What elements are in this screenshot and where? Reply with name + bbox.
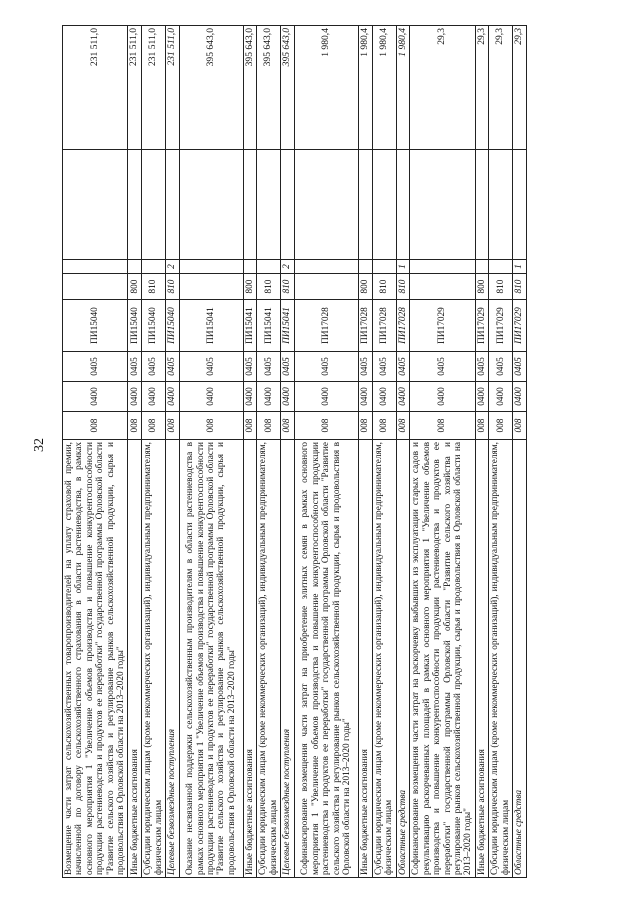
row-empty-cell — [295, 150, 359, 260]
row-expense-type-code — [63, 274, 128, 300]
row-target-code: ПИ17029 — [410, 300, 475, 352]
row-empty-cell — [475, 150, 489, 260]
row-subsection-code: 0405 — [489, 352, 513, 382]
row-empty-cell — [359, 150, 373, 260]
row-grbs-code: 008 — [142, 412, 166, 440]
row-grbs-code: 008 — [359, 412, 373, 440]
row-description: Оказание несвязанной поддержки сельскохозяйственным производителям в области растениеводства в рамках основного мероприятия 1 "Увеличение объемов производства и повышение конкурентоспособности продукции растениеводства и продуктов ее переработки" государственной программы Орловской области "Развитие сельского хозяйства и регулирование рынков сельскохозяйственной продукции, сырья и продовольствия в Орловской области на 2013–2020 годы" — [179, 440, 243, 878]
row-grbs-code: 008 — [281, 412, 295, 440]
row-grbs-code: 008 — [128, 412, 142, 440]
row-description: Иные бюджетные ассигнования — [475, 440, 489, 878]
row-amount: 231 511,0 — [165, 26, 179, 150]
row-grbs-code: 008 — [372, 412, 396, 440]
row-description: Субсидии юридическим лицам (кроме некоммерческих организаций), индивидуальным предпринимателям, физическим лицам — [257, 440, 281, 878]
row-target-code: ПИ17028 — [359, 300, 373, 352]
row-grbs-code: 008 — [257, 412, 281, 440]
row-amount: 1 980,4 — [295, 26, 359, 150]
row-amount: 29,3 — [489, 26, 513, 150]
row-amount: 395 643,0 — [179, 26, 243, 150]
row-empty-cell — [396, 150, 410, 260]
row-amount: 29,3 — [513, 26, 527, 150]
row-empty-cell — [142, 150, 166, 260]
row-empty-cell — [489, 150, 513, 260]
table-row — [475, 26, 489, 878]
table-row — [142, 26, 166, 878]
row-amount: 231 511,0 — [128, 26, 142, 150]
row-source-flag — [128, 260, 142, 274]
row-empty-cell — [281, 150, 295, 260]
row-amount: 231 511,0 — [142, 26, 166, 150]
row-section-code: 0400 — [489, 382, 513, 412]
row-target-code: ПИ15041 — [243, 300, 257, 352]
row-section-code: 0400 — [410, 382, 475, 412]
row-subsection-code: 0405 — [128, 352, 142, 382]
row-target-code: ПИ15041 — [179, 300, 243, 352]
table-row — [281, 26, 295, 878]
row-source-flag — [359, 260, 373, 274]
row-source-flag: 1 — [513, 260, 527, 274]
row-expense-type-code: 810 — [165, 274, 179, 300]
row-empty-cell — [128, 150, 142, 260]
row-description: Целевые безвозмездные поступления — [165, 440, 179, 878]
row-subsection-code: 0405 — [257, 352, 281, 382]
budget-table — [62, 25, 527, 878]
row-section-code: 0400 — [243, 382, 257, 412]
row-expense-type-code — [410, 274, 475, 300]
row-expense-type-code: 800 — [475, 274, 489, 300]
row-section-code: 0400 — [63, 382, 128, 412]
row-grbs-code: 008 — [63, 412, 128, 440]
row-source-flag — [257, 260, 281, 274]
table-row — [372, 26, 396, 878]
table-row — [359, 26, 373, 878]
row-description: Софинансирование возмещения части затрат на раскорчевку выбывших из эксплуатации старых садов и рекультивацию раскорчеванных площадей в рамках основного мероприятия 1 "Увеличение объемов производства и повышение конкурентоспособности продукции растениеводства и продуктов ее переработки" государственной программы Орловской области "Развитие сельского хозяйства и регулирование рынков сельскохозяйственной продукции, сырья и продовольствия в Орловской области на 2013–2020 годы" — [410, 440, 475, 878]
row-amount: 395 643,0 — [243, 26, 257, 150]
row-expense-type-code: 810 — [489, 274, 513, 300]
row-amount: 395 643,0 — [281, 26, 295, 150]
row-empty-cell — [410, 150, 475, 260]
table-body — [63, 26, 527, 878]
row-grbs-code: 008 — [165, 412, 179, 440]
row-source-flag — [243, 260, 257, 274]
row-subsection-code: 0405 — [513, 352, 527, 382]
row-empty-cell — [257, 150, 281, 260]
row-amount: 1 980,4 — [359, 26, 373, 150]
row-expense-type-code: 810 — [396, 274, 410, 300]
row-description: Областные средства — [513, 440, 527, 878]
row-target-code: ПИ15040 — [128, 300, 142, 352]
row-subsection-code: 0405 — [179, 352, 243, 382]
row-section-code: 0400 — [359, 382, 373, 412]
row-empty-cell — [513, 150, 527, 260]
row-amount: 231 511,0 — [63, 26, 128, 150]
row-amount: 1 980,4 — [396, 26, 410, 150]
row-subsection-code: 0405 — [295, 352, 359, 382]
table-row — [63, 26, 128, 878]
table-row — [179, 26, 243, 878]
row-empty-cell — [243, 150, 257, 260]
row-target-code: ПИ15041 — [257, 300, 281, 352]
row-source-flag — [372, 260, 396, 274]
row-source-flag: 2 — [165, 260, 179, 274]
page-number: 32 — [32, 438, 47, 452]
row-expense-type-code: 810 — [372, 274, 396, 300]
row-section-code: 0400 — [513, 382, 527, 412]
row-expense-type-code: 800 — [243, 274, 257, 300]
table-row — [257, 26, 281, 878]
row-section-code: 0400 — [142, 382, 166, 412]
row-target-code: ПИ15040 — [63, 300, 128, 352]
row-source-flag: 2 — [281, 260, 295, 274]
row-section-code: 0400 — [475, 382, 489, 412]
row-grbs-code: 008 — [243, 412, 257, 440]
row-section-code: 0400 — [372, 382, 396, 412]
row-target-code: ПИ17029 — [475, 300, 489, 352]
row-section-code: 0400 — [281, 382, 295, 412]
row-source-flag — [142, 260, 166, 274]
row-expense-type-code — [179, 274, 243, 300]
row-expense-type-code: 810 — [142, 274, 166, 300]
row-subsection-code: 0405 — [243, 352, 257, 382]
row-section-code: 0400 — [179, 382, 243, 412]
row-target-code: ПИ17029 — [513, 300, 527, 352]
table-row — [295, 26, 359, 878]
table-row — [243, 26, 257, 878]
row-description: Субсидии юридическим лицам (кроме некоммерческих организаций), индивидуальным предпринимателям, физическим лицам — [372, 440, 396, 878]
rotated-table-wrapper — [62, 26, 632, 878]
row-source-flag — [63, 260, 128, 274]
row-empty-cell — [372, 150, 396, 260]
row-source-flag: 1 — [396, 260, 410, 274]
row-amount: 29,3 — [410, 26, 475, 150]
row-target-code: ПИ17028 — [295, 300, 359, 352]
row-grbs-code: 008 — [489, 412, 513, 440]
row-subsection-code: 0405 — [281, 352, 295, 382]
row-description: Софинансирование возмещения части затрат на приобретение элитных семян в рамках основного мероприятия 1 "Увеличение объемов производства и повышение конкурентоспособности продукции растениеводства и продуктов ее переработки" государственной программы Орловской области "Развитие сельского хозяйства и регулирование рынков сельскохозяйственной продукции, сырья и продовольствия в Орловской области на 2013–2020 годы" — [295, 440, 359, 878]
row-source-flag — [179, 260, 243, 274]
row-description: Субсидии юридическим лицам (кроме некоммерческих организаций), индивидуальным предпринимателям, физическим лицам — [489, 440, 513, 878]
row-description: Иные бюджетные ассигнования — [243, 440, 257, 878]
table-row — [410, 26, 475, 878]
row-description: Возмещение части затрат сельскохозяйственных товаропроизводителей на уплату страховой премии, начисленной по договору сельскохозяйственного страхования в области растениеводства, в рамках основного мероприятия 1 "Увеличение объемов производства и повышение конкурентоспособности продукции растениеводства и продуктов ее переработки" государственной программы Орловской области "Развитие сельского хозяйства и регулирование рынков сельскохозяйственной продукции, сырья и продовольствия в Орловской области на 2013–2020 годы" — [63, 440, 128, 878]
row-section-code: 0400 — [128, 382, 142, 412]
row-amount: 1 980,4 — [372, 26, 396, 150]
row-grbs-code: 008 — [295, 412, 359, 440]
row-expense-type-code: 810 — [257, 274, 281, 300]
row-target-code: ПИ15041 — [281, 300, 295, 352]
row-subsection-code: 0405 — [372, 352, 396, 382]
row-expense-type-code: 810 — [281, 274, 295, 300]
row-grbs-code: 008 — [475, 412, 489, 440]
row-description: Субсидии юридическим лицам (кроме некоммерческих организаций), индивидуальным предпринимателям, физическим лицам — [142, 440, 166, 878]
row-subsection-code: 0405 — [410, 352, 475, 382]
row-subsection-code: 0405 — [63, 352, 128, 382]
row-empty-cell — [63, 150, 128, 260]
row-target-code: ПИ15040 — [165, 300, 179, 352]
row-subsection-code: 0405 — [396, 352, 410, 382]
row-expense-type-code: 800 — [359, 274, 373, 300]
row-description: Областные средства — [396, 440, 410, 878]
row-section-code: 0400 — [257, 382, 281, 412]
row-description: Иные бюджетные ассигнования — [359, 440, 373, 878]
row-subsection-code: 0405 — [165, 352, 179, 382]
row-source-flag — [475, 260, 489, 274]
row-source-flag — [489, 260, 513, 274]
row-source-flag — [295, 260, 359, 274]
row-amount: 395 643,0 — [257, 26, 281, 150]
table-row — [128, 26, 142, 878]
table-row — [396, 26, 410, 878]
row-grbs-code: 008 — [410, 412, 475, 440]
row-expense-type-code: 800 — [128, 274, 142, 300]
row-section-code: 0400 — [295, 382, 359, 412]
row-empty-cell — [165, 150, 179, 260]
row-subsection-code: 0405 — [359, 352, 373, 382]
row-section-code: 0400 — [396, 382, 410, 412]
row-target-code: ПИ15040 — [142, 300, 166, 352]
row-amount: 29,3 — [475, 26, 489, 150]
row-expense-type-code: 810 — [513, 274, 527, 300]
table-row — [513, 26, 527, 878]
row-empty-cell — [179, 150, 243, 260]
row-description: Иные бюджетные ассигнования — [128, 440, 142, 878]
row-expense-type-code — [295, 274, 359, 300]
row-target-code: ПИ17028 — [372, 300, 396, 352]
row-section-code: 0400 — [165, 382, 179, 412]
table-row — [165, 26, 179, 878]
row-grbs-code: 008 — [396, 412, 410, 440]
row-source-flag — [410, 260, 475, 274]
row-target-code: ПИ17029 — [489, 300, 513, 352]
row-subsection-code: 0405 — [475, 352, 489, 382]
row-grbs-code: 008 — [179, 412, 243, 440]
row-grbs-code: 008 — [513, 412, 527, 440]
row-description: Целевые безвозмездные поступления — [281, 440, 295, 878]
row-target-code: ПИ17028 — [396, 300, 410, 352]
row-subsection-code: 0405 — [142, 352, 166, 382]
table-row — [489, 26, 513, 878]
